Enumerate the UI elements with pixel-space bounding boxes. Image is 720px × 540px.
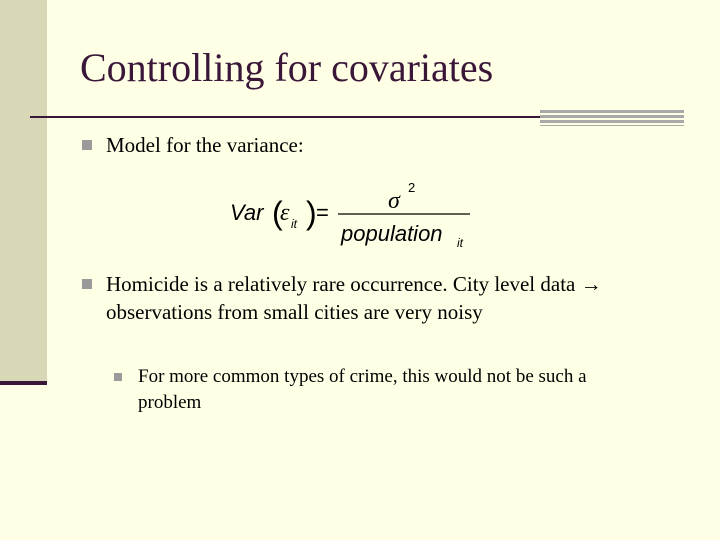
sub-bullet-square-icon — [114, 373, 122, 381]
formula-population: population — [341, 221, 443, 246]
title-divider-accent — [540, 110, 684, 126]
formula-var: Var — [230, 200, 264, 225]
formula-sigma: σ — [388, 188, 400, 214]
left-bar-bottom-edge — [0, 381, 47, 385]
variance-formula — [228, 175, 488, 255]
bullet-text-homicide-line2: observations from small cities are very noisy — [106, 300, 483, 324]
slide-title: Controlling for covariates — [80, 45, 494, 90]
bullet-square-icon — [82, 140, 92, 150]
formula-close-paren: ) — [306, 195, 317, 231]
bullet-text-model: Model for the variance: — [106, 133, 304, 157]
formula-epsilon-subscript: it — [291, 217, 297, 231]
left-decorative-bar — [0, 0, 47, 383]
formula-open-paren: ( — [272, 195, 283, 231]
sub-bullet-text-line2: problem — [138, 392, 202, 413]
formula-equals: = — [316, 200, 329, 225]
formula-epsilon: ε — [280, 200, 290, 226]
sub-bullet-text-line1: For more common types of crime, this would not be such a — [138, 366, 587, 387]
formula-sigma-superscript: 2 — [408, 180, 416, 195]
formula-population-subscript: it — [457, 236, 463, 250]
bullet-square-icon — [82, 279, 92, 289]
bullet-text-homicide-line1: Homicide is a relatively rare occurrence. City level data → — [106, 272, 602, 296]
